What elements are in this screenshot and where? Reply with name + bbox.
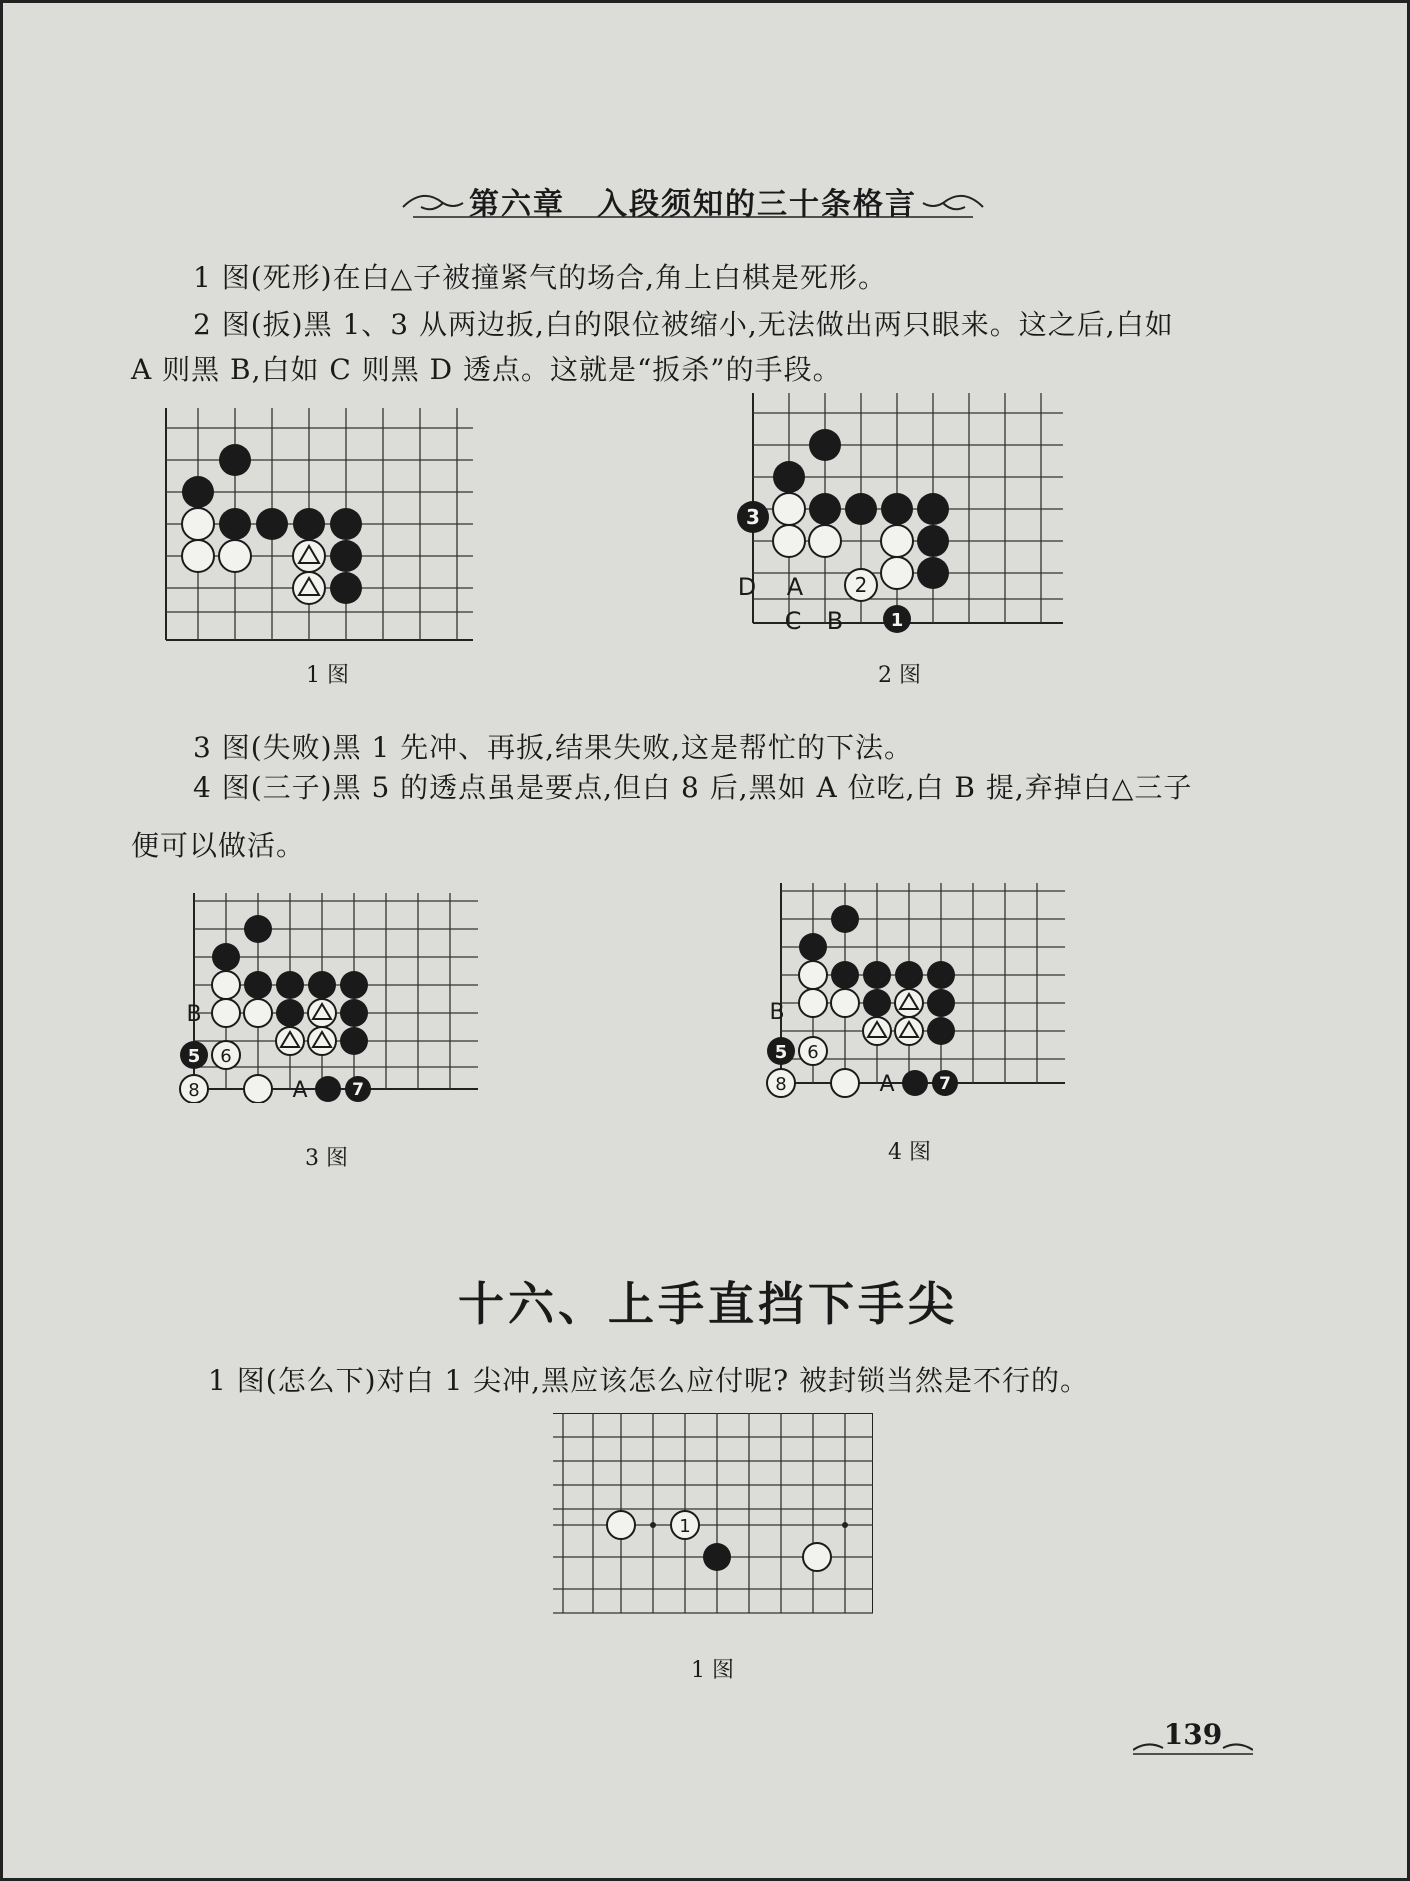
go-board-fig3 — [178, 893, 478, 1103]
paragraph-fig4-line1: 4 图(三子)黑 5 的透点虽是要点,但白 8 后,黑如 A 位吃,白 B 提,弃掉白△三子 — [193, 771, 1193, 804]
go-board-fig2 — [733, 393, 1063, 643]
caption-fig4: 4 图 — [888, 1140, 931, 1165]
chapter-header — [393, 173, 993, 229]
page-number — [1133, 1718, 1253, 1758]
stone-label-1-section: 1 — [679, 1516, 691, 1537]
point-label-d: D — [737, 573, 757, 601]
go-board-section-fig1 — [553, 1413, 873, 1623]
paragraph-fig3: 3 图(失败)黑 1 先冲、再扳,结果失败,这是帮忙的下法。 — [193, 731, 913, 764]
stone-label-8-fig4: 8 — [775, 1074, 787, 1095]
section-title: 十六、上手直挡下手尖 — [458, 1277, 958, 1331]
point-label-a-fig4: A — [879, 1072, 895, 1097]
go-board-fig1 — [163, 408, 473, 643]
point-label-b: B — [826, 607, 844, 635]
paragraph-fig2-line1: 2 图(扳)黑 1、3 从两边扳,白的限位被缩小,无法做出两只眼来。这之后,白如 — [193, 308, 1174, 341]
caption-fig1: 1 图 — [306, 663, 349, 688]
point-label-b-fig4: B — [769, 1000, 785, 1025]
stone-label-5-fig3: 5 — [187, 1046, 201, 1067]
stone-label-8-fig3: 8 — [188, 1080, 200, 1101]
point-label-a: A — [786, 573, 804, 601]
stone-label-3: 3 — [746, 505, 760, 529]
paragraph-fig2-line2: A 则黑 B,白如 C 则黑 D 透点。这就是“扳杀”的手段。 — [131, 353, 842, 386]
stone-label-6-fig4: 6 — [807, 1042, 819, 1063]
go-board-fig4 — [765, 883, 1065, 1103]
chapter-title: 第六章 入段须知的三十条格言 — [469, 187, 917, 222]
paragraph-fig4-line2: 便可以做活。 — [131, 829, 306, 862]
stone-label-7-fig4: 7 — [939, 1074, 951, 1094]
stone-label-1: 1 — [890, 610, 904, 631]
caption-fig3: 3 图 — [305, 1146, 348, 1171]
stone-label-7-fig3: 7 — [352, 1080, 364, 1100]
point-label-c: C — [784, 607, 802, 635]
paragraph-fig1: 1 图(死形)在白△子被撞紧气的场合,角上白棋是死形。 — [193, 261, 887, 294]
caption-fig2: 2 图 — [878, 663, 921, 688]
paragraph-section-fig1: 1 图(怎么下)对白 1 尖冲,黑应该怎么应付呢? 被封锁当然是不行的。 — [208, 1364, 1089, 1397]
caption-section-fig1: 1 图 — [691, 1658, 734, 1683]
page-number-text: 139 — [1163, 1718, 1223, 1751]
stone-label-6-fig3: 6 — [220, 1046, 232, 1067]
point-label-a-fig3: A — [292, 1078, 308, 1103]
stone-label-5-fig4: 5 — [774, 1042, 788, 1063]
point-label-b-fig3: B — [186, 1002, 202, 1027]
stone-label-2: 2 — [854, 573, 868, 597]
